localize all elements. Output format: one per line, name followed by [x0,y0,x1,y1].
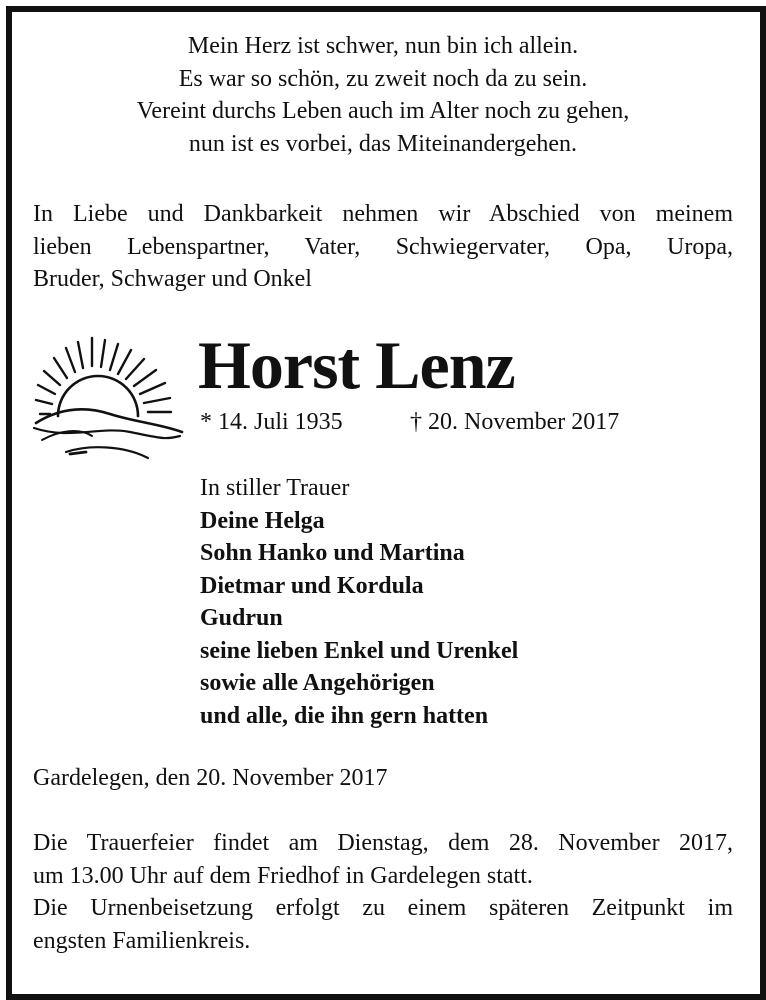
funeral-notice [33,827,733,957]
place-and-date: Gardelegen, den 20. November 2017 [33,765,388,791]
funeral-notice-line: engsten Familienkreis. [33,927,251,954]
mourner-name: und alle, die ihn gern hatten [200,702,489,729]
farewell-line: In Liebe und Dankbarkeit nehmen wir Abschied von meinem [33,201,733,227]
mourner-name: seine lieben Enkel und Urenkel [200,637,519,664]
mourner-name: sowie alle Angehörigen [200,670,435,696]
farewell-line: lieben Lebenspartner, Vater, Schwiegervater, Opa, Uropa, [33,233,733,260]
poem-line: Mein Herz ist schwer, nun bin ich allein. [187,33,579,59]
mourners-list [200,472,518,732]
deceased-name: Horst Lenz [198,327,515,403]
birth-date: * 14. Juli 1935 [200,409,343,435]
poem-line: Vereint durchs Leben auch im Alter noch zu gehen, [136,98,630,124]
funeral-notice-line: Die Urnenbeisetzung erfolgt zu einem späteren Zeitpunkt im [33,895,733,921]
mourner-name: Dietmar und Kordula [200,572,424,599]
farewell-line: Bruder, Schwager und Onkel [33,266,312,292]
poem-line: nun ist es vorbei, das Miteinandergehen. [188,130,578,157]
mourner-name: Deine Helga [200,507,325,534]
funeral-notice-line: um 13.00 Uhr auf dem Friedhof in Gardelegen statt. [33,862,533,889]
farewell-text [33,198,733,296]
mourner-name: Sohn Hanko und Martina [200,540,465,566]
life-dates [200,406,620,438]
sunset-over-hills-icon [30,328,190,463]
funeral-notice-line: Die Trauerfeier findet am Dienstag, dem 28. November 2017, [33,830,733,856]
mourners-intro: In stiller Trauer [200,475,350,501]
poem-line: Es war so schön, zu zweit noch da zu sein. [178,65,588,92]
death-date: † 20. November 2017 [410,409,620,435]
poem [0,30,766,160]
mourner-name: Gudrun [200,605,283,631]
